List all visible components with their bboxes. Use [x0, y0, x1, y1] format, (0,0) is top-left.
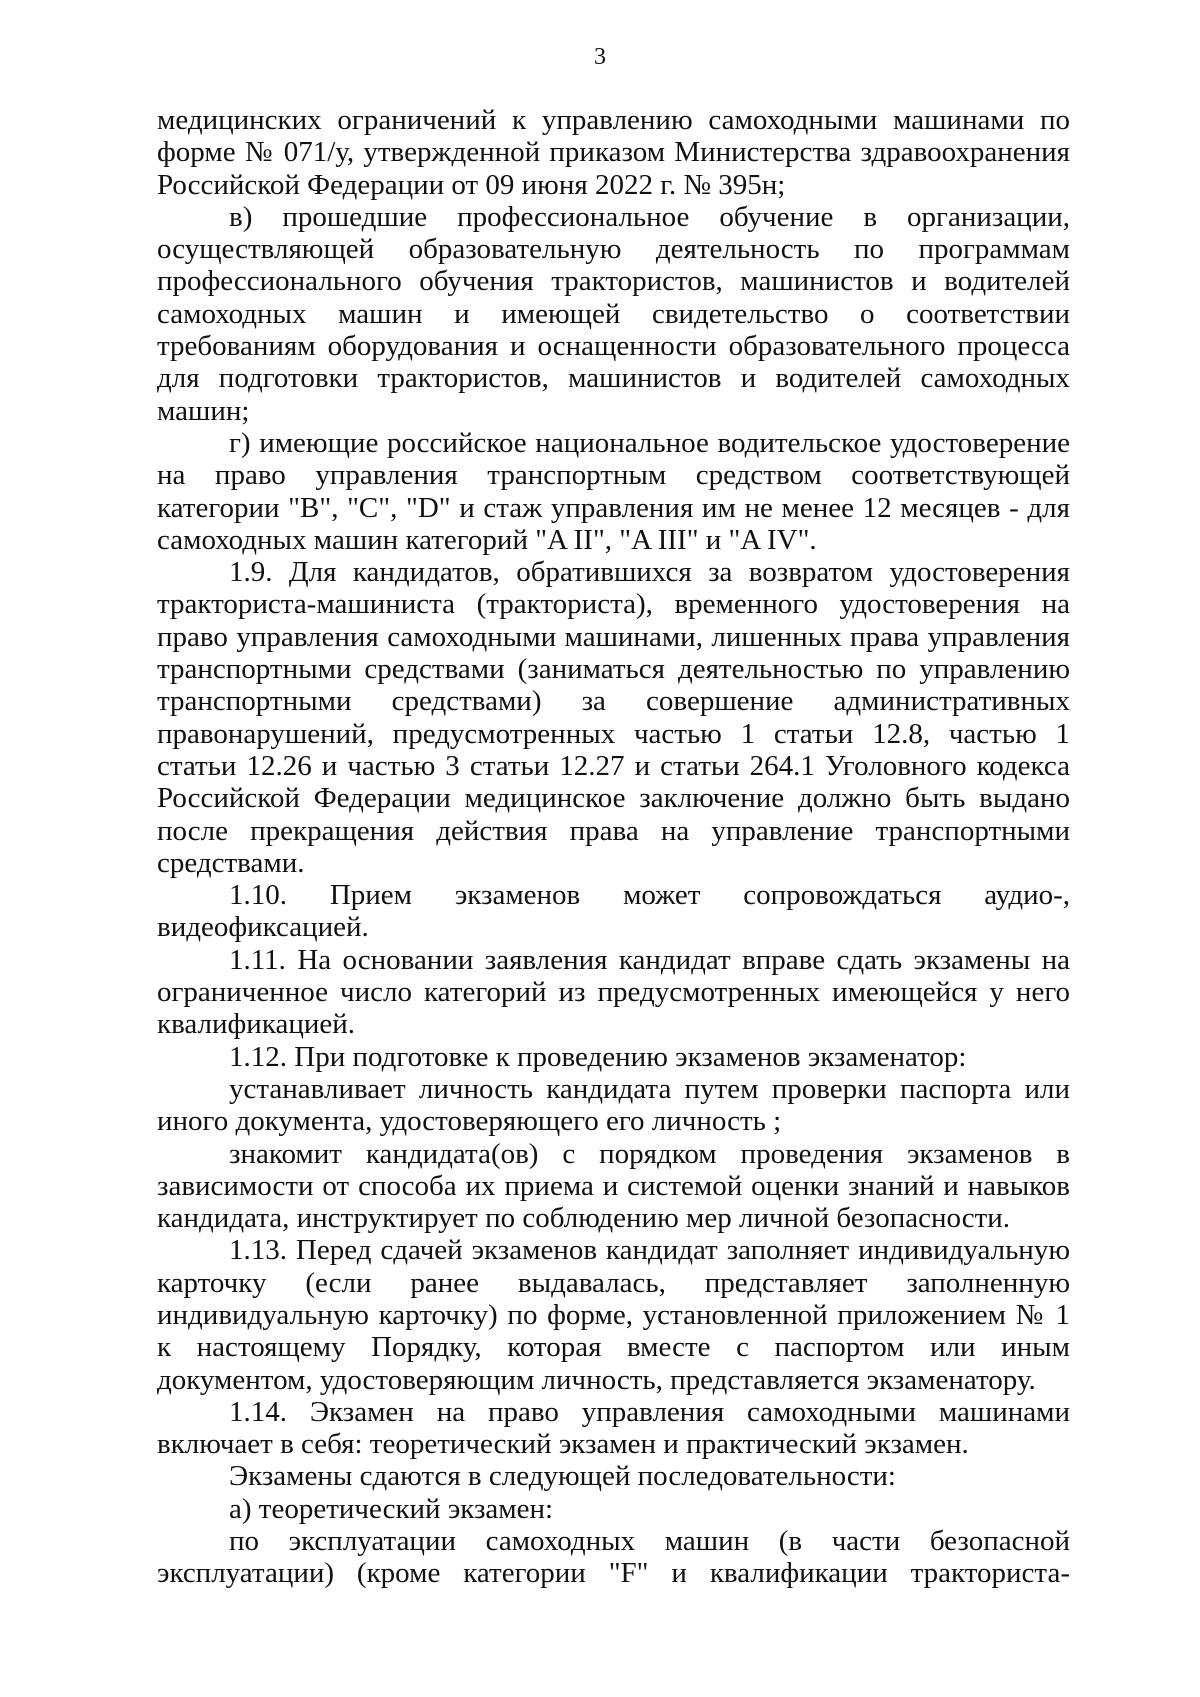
paragraph-1-9: 1.9. Для кандидатов, обратившихся за возвратом удостоверения тракториста-машиниста (тракториста), временного удостоверения на право управления самоходными машинами, лишенных права управления транспортными средствами (заниматься деятельностью по управлению транспортными средствами) за совершение административных правонарушений, предусмотренных частью 1 статьи 12.8, частью 1 статьи 12.26 и частью 3 статьи 12.27 и статьи 264.1 Уголовного кодекса Российской Федерации медицинское заключение должно быть выдано после прекращения действия права на управление транспортными средствами. — [157, 556, 1070, 879]
page-number: 3 — [594, 44, 606, 70]
paragraph-item-v: в) прошедшие профессиональное обучение в организации, осуществляющей образовательную деятельность по программам профессионального обучения трактористов, машинистов и водителей самоходных машин и имеющей свидетельство о соответствии требованиям оборудования и оснащенности образовательного процесса для подготовки трактористов, машинистов и водителей самоходных машин; — [157, 200, 1070, 427]
paragraph-1-14: 1.14. Экзамен на право управления самоходными машинами включает в себя: теоретический экзамен и практический экзамен. — [157, 1395, 1070, 1461]
paragraph-familiarize-candidate: знакомит кандидата(ов) с порядком проведения экзаменов в зависимости от способа их приема и системой оценки знаний и навыков кандидата, инструктирует по соблюдению мер личной безопасности. — [157, 1137, 1070, 1235]
paragraph-1-11: 1.11. На основании заявления кандидат вправе сдать экзамены на ограниченное число категорий из предусмотренных имеющейся у него квалификацией. — [157, 943, 1070, 1041]
paragraph-exam-sequence: Экзамены сдаются в следующей последовательности: — [229, 1460, 896, 1493]
paragraph-1-10: 1.10. Прием экзаменов может сопровождаться аудио-, видеофиксацией. — [157, 879, 1070, 944]
paragraph-identify-candidate: устанавливает личность кандидата путем проверки паспорта или иного документа, удостоверяющего его личность ; — [157, 1072, 1070, 1138]
paragraph-exploitation: по эксплуатации самоходных машин (в части безопасной эксплуатации) (кроме категории "F" и квалификации тракториста- — [157, 1525, 1070, 1590]
paragraph-1-12: 1.12. При подготовке к проведению экзаменов экзаменатор: — [229, 1040, 967, 1073]
paragraph-medical-restrictions: медицинских ограничений к управлению самоходными машинами по форме № 071/у, утвержденной приказом Министерства здравоохранения Российской Федерации от 09 июня 2022 г. № 395н; — [157, 104, 1070, 201]
paragraph-1-13: 1.13. Перед сдачей экзаменов кандидат заполняет индивидуальную карточку (если ранее выдавалась, представляет заполненную индивидуальную карточку) по форме, установленной приложением № 1 к настоящему Порядку, которая вместе с паспортом или иным документом, удостоверяющим личность, представляется экзаменатору. — [157, 1234, 1070, 1396]
paragraph-theory-exam: а) теоретический экзамен: — [229, 1492, 554, 1525]
paragraph-item-g: г) имеющие российское национальное водительское удостоверение на право управления транспортным средством соответствующей категории "B", "C", "D" и стаж управления им не менее 12 месяцев - для самоходных машин категорий "A II", "A III" и "A IV". — [157, 426, 1070, 556]
document-body — [157, 104, 1070, 1590]
